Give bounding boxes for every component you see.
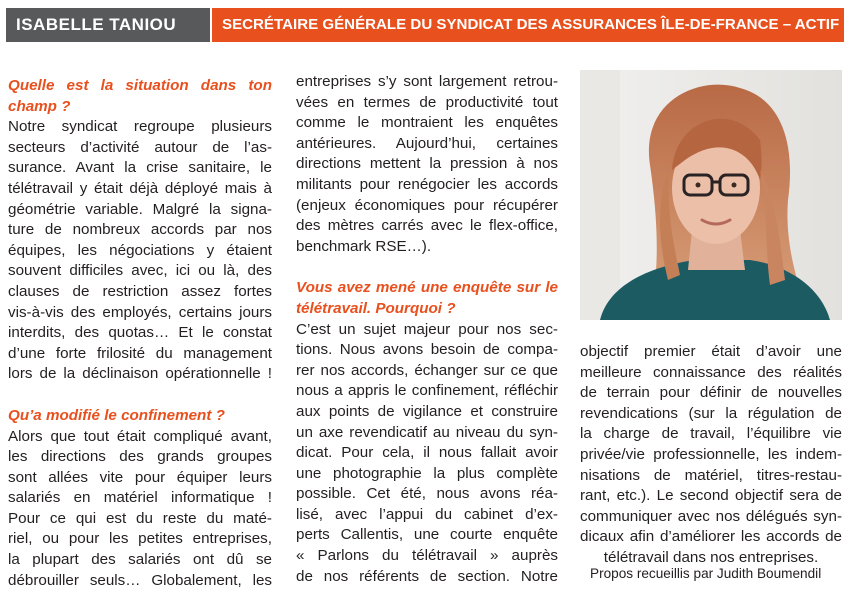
- column-3: [580, 342, 842, 569]
- answer-enquete: [296, 320, 558, 588]
- text-line: un axe revendicatif au niveau du syn-: [296, 423, 558, 444]
- text-line: Alors que tout était compliqué avant,: [8, 427, 272, 448]
- text-line: rant, etc.). Le second objectif sera de: [580, 486, 842, 507]
- portrait-photo: [580, 70, 842, 320]
- text-line: lisé, avec l’appui du cabinet d’ex-: [296, 505, 558, 526]
- interview-credit: Propos recueillis par Judith Boumendil: [590, 566, 821, 581]
- text-line: antérieures. Aujourd’hui, certaines: [296, 134, 558, 155]
- text-line: salariés en matériel informatique !: [8, 488, 272, 509]
- text-line: C’est un sujet majeur pour nos sec-: [296, 320, 558, 341]
- text-line: télétravail dans nos entreprises.: [580, 548, 842, 569]
- text-line: clauses de restriction assez fortes: [8, 282, 272, 303]
- text-line: Pour ce qui est du reste du maté-: [8, 509, 272, 530]
- text-line: souvent difficiles avec, ici ou là, des: [8, 261, 272, 282]
- text-line: dicat. Pour cela, il nous fallait avoir: [296, 443, 558, 464]
- answer-confinement: [8, 427, 272, 591]
- text-line: aux points de vigilance et construire: [296, 402, 558, 423]
- question-line: Qu’a modifié le confinement ?: [8, 406, 272, 427]
- text-line: « Parlons du télétravail » auprès: [296, 546, 558, 567]
- text-line: d’une forte frilosité du management: [8, 344, 272, 365]
- text-line: surance. Avant la crise sanitaire, le: [8, 158, 272, 179]
- text-line: nisations de matériel, titres-restau-: [580, 466, 842, 487]
- text-line: directions mettent la pression à nos: [296, 154, 558, 175]
- text-line: privée/vie professionnelle, les indem-: [580, 445, 842, 466]
- text-line: comme le montraient les enquêtes: [296, 113, 558, 134]
- text-line: riel, ou pour les petites entreprises,: [8, 529, 272, 550]
- text-line: benchmark RSE…).: [296, 237, 558, 258]
- text-line: débrouiller seuls… Globalement, les: [8, 571, 272, 591]
- text-line: lors de la déclinaison opérationnelle !: [8, 364, 272, 385]
- question-line: Vous avez mené une enquête sur le: [296, 278, 558, 299]
- text-line: nous a appris le confinement, réfléchir: [296, 381, 558, 402]
- interviewee-name: ISABELLE TANIOU: [6, 8, 210, 42]
- question-line: Quelle est la situation dans ton: [8, 76, 272, 97]
- text-line: vées en termes de productivité tout: [296, 93, 558, 114]
- answer-confinement-continued: [296, 72, 558, 257]
- text-line: de nos référents de section. Notre: [296, 567, 558, 588]
- text-line: secteurs d’activité autour de l’as-: [8, 138, 272, 159]
- text-line: la plupart des salariés ont dû se: [8, 550, 272, 571]
- question-line: champ ?: [8, 97, 272, 118]
- interviewee-role: SECRÉTAIRE GÉNÉRALE DU SYNDICAT DES ASSURANCES ÎLE-DE-FRANCE – ACTIF: [212, 8, 844, 42]
- text-line: meilleure connaissance des réalités: [580, 363, 842, 384]
- question-situation: [8, 76, 272, 117]
- text-line: de terrain pour définir de nouvelles: [580, 383, 842, 404]
- text-line: revendications (sur la régulation de: [580, 404, 842, 425]
- question-confinement: [8, 406, 272, 427]
- text-line: objectif premier était d’avoir une: [580, 342, 842, 363]
- text-line: entreprises s’y sont largement retrou-: [296, 72, 558, 93]
- answer-situation: [8, 117, 272, 385]
- text-line: militants pour renégocier les accords: [296, 175, 558, 196]
- article-header: [6, 8, 844, 42]
- text-line: télétravail y était déjà déployé mais à: [8, 179, 272, 200]
- text-line: tions. Nous avons besoin de compa-: [296, 340, 558, 361]
- text-line: sont allées vite pour équiper leurs: [8, 468, 272, 489]
- column-1: [8, 76, 272, 591]
- text-line: ture de nombreux accords par nos: [8, 220, 272, 241]
- text-line: Notre syndicat regroupe plusieurs: [8, 117, 272, 138]
- text-line: la charge de travail, l’équilibre vie: [580, 424, 842, 445]
- text-line: des mètres carrés avec le flex-office,: [296, 216, 558, 237]
- question-line: télétravail. Pourquoi ?: [296, 299, 558, 320]
- text-line: perts Callentis, une courte enquête: [296, 525, 558, 546]
- text-line: vis-à-vis des employés, certains jours: [8, 303, 272, 324]
- text-line: (enjeux économiques pour récupérer: [296, 196, 558, 217]
- text-line: possible. Cet été, nous avons réa-: [296, 484, 558, 505]
- text-line: interdits, des quotas… Et le constat: [8, 323, 272, 344]
- text-line: communiquer avec nos délégués syn-: [580, 507, 842, 528]
- question-enquete: [296, 278, 558, 319]
- column-2: [296, 72, 558, 587]
- text-line: une photographie la plus complète: [296, 464, 558, 485]
- text-line: les directions des grands groupes: [8, 447, 272, 468]
- text-line: dicaux afin d’améliorer les accords de: [580, 527, 842, 548]
- text-line: équipes, les négociations y étaient: [8, 241, 272, 262]
- text-line: rer nos accords, échanger sur ce que: [296, 361, 558, 382]
- text-line: géométrie variable. Malgré la signa-: [8, 200, 272, 221]
